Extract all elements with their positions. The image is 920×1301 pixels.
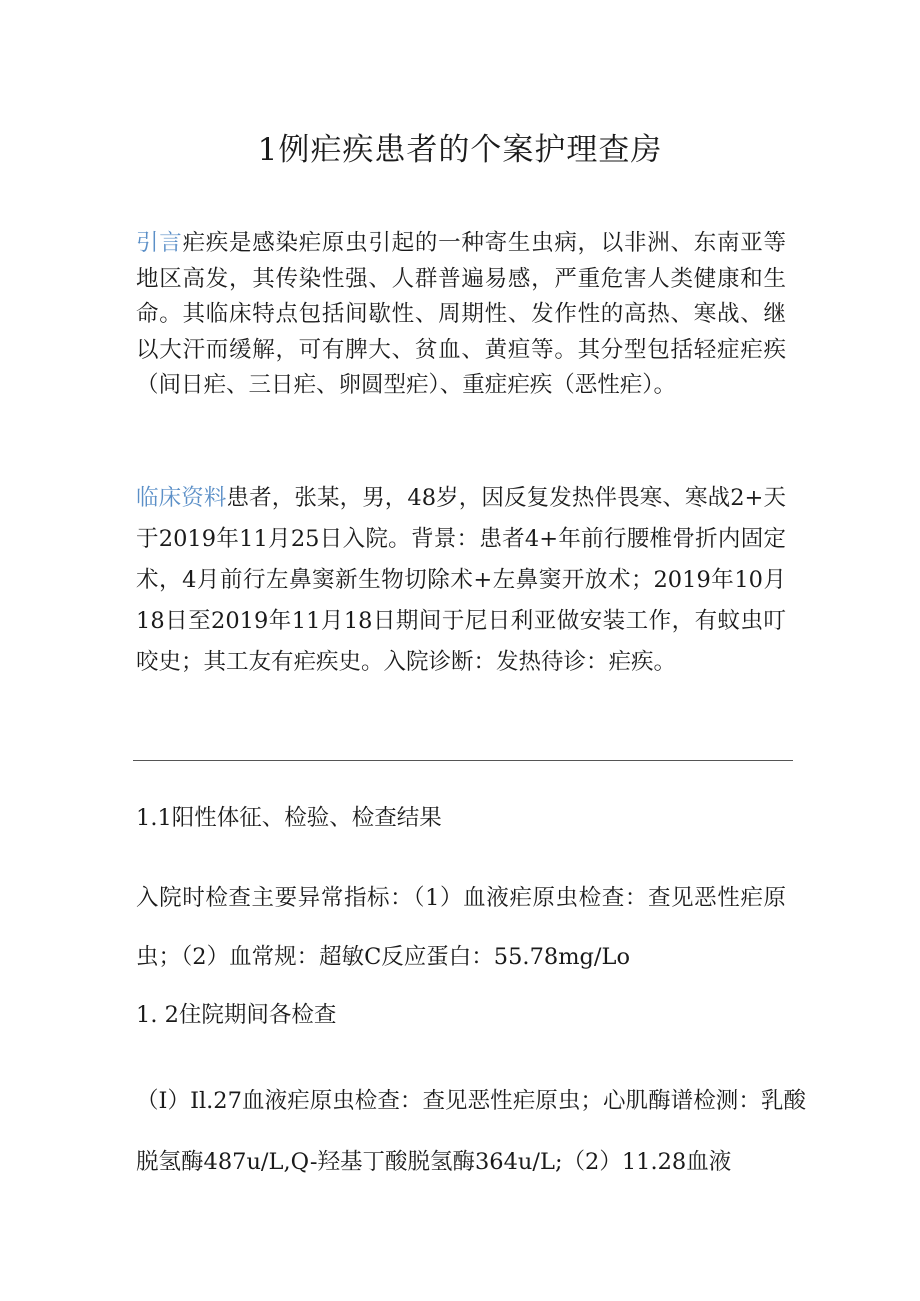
document-title: 1例疟疾患者的个案护理查房 xyxy=(257,132,663,168)
section-heading-1-1: 1.1阳性体征、检验、检查结果 xyxy=(136,805,442,831)
clinical-paragraph xyxy=(136,478,786,683)
clinical-lead-label: 临床资料 xyxy=(136,485,227,511)
intro-paragraph xyxy=(136,226,786,404)
section-divider xyxy=(133,760,793,761)
admission-findings-paragraph: 入院时检查主要异常指标：（1）血液疟原虫检查：查见恶性疟原虫；（2）血常规：超敏C反应蛋白：55.78mg/Lo xyxy=(136,885,786,970)
intro-lead-label: 引言 xyxy=(136,230,183,256)
intro-text: 疟疾是感染疟原虫引起的一种寄生虫病，以非洲、东南亚等地区高发，其传染性强、人群普遍易感，严重危害人类健康和生命。其临床特点包括间歇性、周期性、发作性的高热、寒战、继以大汗而缓解，可有脾大、贫血、黄疸等。其分型包括轻症疟疾（间日疟、三日疟、卵圆型疟）、重症疟疾（恶性疟）。 xyxy=(136,230,786,398)
section-heading-1-2: 1. 2住院期间各检查 xyxy=(136,1002,337,1028)
hospital-tests-paragraph: （I）Il.27血液疟原虫检查：查见恶性疟原虫；心肌酶谱检测：乳酸脱氢酶487u/L,Q-羟基丁酸脱氢酶364u/L;（2）11.28血液 xyxy=(136,1088,806,1175)
clinical-text: 患者，张某，男，48岁，因反复发热伴畏寒、寒战2+天于2019年11月25日入院。背景：患者4+年前行腰椎骨折内固定术，4月前行左鼻窦新生物切除术+左鼻窦开放术；2019年10月18日至2019年11月18日期间于尼日利亚做安装工作，有蚊虫叮咬史；其工友有疟疾史。入院诊断：发热待诊：疟疾。 xyxy=(136,485,786,675)
